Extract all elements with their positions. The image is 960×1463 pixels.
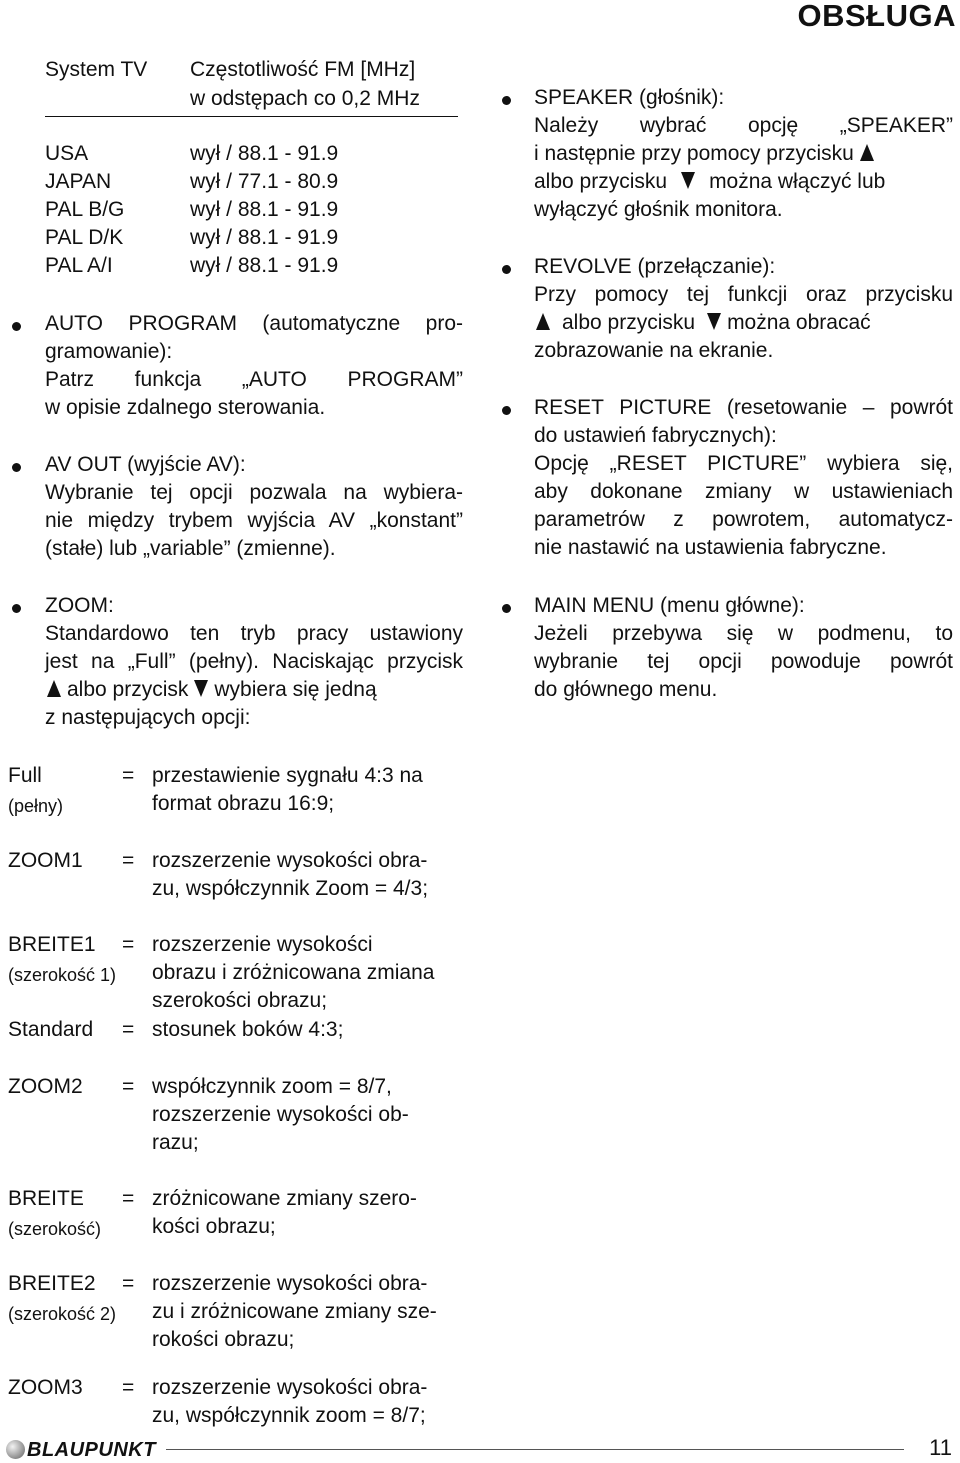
auto-program-text: gramowanie):: [45, 340, 173, 363]
triangle-down-icon: [681, 172, 695, 189]
zoom-option-text: szerokości obrazu;: [152, 989, 328, 1012]
bullet-icon: [12, 322, 21, 331]
zoom-option-text: zu, współczynnik Zoom = 4/3;: [152, 877, 429, 900]
zoom-option: [0, 1374, 480, 1434]
zoom-option: [0, 847, 480, 907]
zoom-option-text: przestawienie sygnału 4:3 na: [152, 764, 423, 787]
reset-picture-text: Opcję „RESET PICTURE” wybiera się,: [534, 452, 953, 475]
reset-picture-text: do ustawień fabrycznych):: [534, 424, 777, 447]
bullet-icon: [502, 96, 511, 105]
zoom-option-eq: =: [122, 1187, 135, 1210]
av-out-text: Wybranie tej opcji pozwala na wybiera-: [45, 481, 463, 504]
triangle-up-icon: [536, 313, 550, 330]
bullet-icon: [12, 463, 21, 472]
auto-program-title: AUTO PROGRAM (automatyczne pro-: [45, 312, 463, 335]
zoom-option-text: zu i zróżnicowane zmiany sze-: [152, 1300, 437, 1323]
zoom-text: jest na „Full” (pełny). Naciskając przycisk: [45, 650, 463, 673]
revolve-text: można obracać: [727, 311, 871, 334]
reset-picture-item: [534, 394, 953, 562]
main-menu-text: do głównego menu.: [534, 678, 718, 701]
tv-row-freq: wył / 88.1 - 91.9: [190, 254, 339, 277]
tv-table-header-freq-sub: w odstępach co 0,2 MHz: [190, 87, 420, 110]
zoom-option-eq: =: [122, 1376, 135, 1399]
tv-row-system: JAPAN: [45, 170, 112, 193]
tv-row-freq: wył / 88.1 - 91.9: [190, 226, 339, 249]
zoom-text: albo przycisk: [67, 678, 189, 701]
zoom-option-text: obrazu i zróżnicowana zmiana: [152, 961, 435, 984]
av-out-item: [45, 451, 463, 563]
zoom-option-label: BREITE2: [8, 1272, 96, 1295]
speaker-text: Należy wybrać opcję „SPEAKER”: [534, 114, 953, 137]
zoom-option-eq: =: [122, 1272, 135, 1295]
auto-program-text: w opisie zdalnego sterowania.: [45, 396, 326, 419]
page-number: 11: [929, 1435, 952, 1460]
tv-row-system: PAL A/I: [45, 254, 113, 277]
zoom-option-eq: =: [122, 1075, 135, 1098]
bullet-icon: [502, 406, 511, 415]
zoom-option-label: ZOOM2: [8, 1075, 83, 1098]
bullet-icon: [502, 265, 511, 274]
zoom-option-label: BREITE1: [8, 933, 96, 956]
triangle-up-icon: [860, 144, 874, 161]
speaker-text-buttons: [534, 140, 953, 168]
zoom-option-text: razu;: [152, 1131, 199, 1154]
revolve-text: albo przycisku: [562, 311, 696, 334]
triangle-up-icon: [47, 680, 61, 697]
revolve-item: [534, 253, 953, 365]
auto-program-text: Patrz funkcja „AUTO PROGRAM”: [45, 368, 463, 391]
reset-picture-text: parametrów z powrotem, automatycz-: [534, 508, 953, 531]
zoom-option-text: rozszerzenie wysokości obra-: [152, 1272, 428, 1295]
tv-row-freq: wył / 88.1 - 91.9: [190, 198, 339, 221]
revolve-text-buttons: [534, 309, 953, 337]
zoom-option-sub: (szerokość): [8, 1219, 102, 1239]
zoom-option-eq: =: [122, 933, 135, 956]
zoom-option-label: ZOOM1: [8, 849, 83, 872]
main-menu-text: Jeżeli przebywa się w podmenu, to: [534, 622, 953, 645]
zoom-option-label: Full: [8, 764, 42, 787]
zoom-option-text: rozszerzenie wysokości obra-: [152, 849, 428, 872]
zoom-option-label: ZOOM3: [8, 1376, 83, 1399]
brand-logo-icon: [6, 1440, 25, 1459]
speaker-text: można włączyć lub: [709, 170, 886, 193]
zoom-option-eq: =: [122, 849, 135, 872]
triangle-down-icon: [707, 313, 721, 330]
zoom-option: [0, 762, 480, 822]
tv-row-freq: wył / 77.1 - 80.9: [190, 170, 339, 193]
tv-table-header-freq: Częstotliwość FM [MHz]: [190, 58, 416, 81]
brand-name: BLAUPUNKT: [27, 1439, 156, 1461]
revolve-text: zobrazowanie na ekranie.: [534, 339, 774, 362]
zoom-text: z następujących opcji:: [45, 706, 251, 729]
zoom-option: [0, 1073, 480, 1159]
zoom-option: [0, 1185, 480, 1245]
zoom-option-sub: (szerokość 2): [8, 1304, 117, 1324]
footer-rule: [166, 1449, 904, 1450]
zoom-option-text: rozszerzenie wysokości ob-: [152, 1103, 409, 1126]
zoom-option-text: zróżnicowane zmiany szero-: [152, 1187, 417, 1210]
reset-picture-text: aby dokonane zmiany w ustawieniach: [534, 480, 953, 503]
revolve-text: Przy pomocy tej funkcji oraz przycisku: [534, 283, 953, 306]
zoom-option-text: rokości obrazu;: [152, 1328, 295, 1351]
zoom-option-text: stosunek boków 4:3;: [152, 1018, 344, 1041]
zoom-option-sub: (pełny): [8, 796, 64, 816]
speaker-item: [534, 84, 953, 224]
speaker-text: albo przycisku: [534, 170, 668, 193]
tv-row-system: PAL D/K: [45, 226, 124, 249]
tv-table-header-system: System TV: [45, 58, 148, 81]
triangle-down-icon: [194, 680, 208, 697]
auto-program-item: [45, 310, 463, 422]
main-menu-item: [534, 592, 953, 704]
speaker-text-buttons: [534, 168, 953, 196]
zoom-text: Standardowo ten tryb pracy ustawiony: [45, 622, 463, 645]
tv-row-system: USA: [45, 142, 89, 165]
zoom-option-text: rozszerzenie wysokości: [152, 933, 373, 956]
av-out-title: AV OUT (wyjście AV):: [45, 453, 246, 476]
zoom-option-eq: =: [122, 764, 135, 787]
bullet-icon: [502, 604, 511, 613]
tv-row-system: PAL B/G: [45, 198, 125, 221]
zoom-option-eq: =: [122, 1018, 135, 1041]
main-menu-title: MAIN MENU (menu główne):: [534, 594, 805, 617]
reset-picture-title: RESET PICTURE (resetowanie – powrót: [534, 396, 953, 419]
zoom-option-text: format obrazu 16:9;: [152, 792, 335, 815]
av-out-text: nie między trybem wyjścia AV „konstant”: [45, 509, 463, 532]
zoom-option-label: BREITE: [8, 1187, 84, 1210]
speaker-title: SPEAKER (głośnik):: [534, 86, 725, 109]
bullet-icon: [12, 604, 21, 613]
speaker-text: wyłączyć głośnik monitora.: [534, 198, 783, 221]
speaker-text: i następnie przy pomocy przycisku: [534, 142, 854, 165]
zoom-option-text: kości obrazu;: [152, 1215, 276, 1238]
zoom-text-buttons: [45, 676, 463, 704]
zoom-option: [0, 1270, 480, 1356]
av-out-text: (stałe) lub „variable” (zmienne).: [45, 537, 336, 560]
zoom-option: [0, 1016, 480, 1046]
zoom-option: [0, 931, 480, 1017]
zoom-option-text: współczynnik zoom = 8/7,: [152, 1075, 392, 1098]
reset-picture-text: nie nastawić na ustawienia fabryczne.: [534, 536, 887, 559]
zoom-option-label: Standard: [8, 1018, 94, 1041]
zoom-option-sub: (szerokość 1): [8, 965, 117, 985]
zoom-item: [45, 592, 463, 732]
section-title: OBSŁUGA: [797, 0, 956, 33]
zoom-title: ZOOM:: [45, 594, 114, 617]
revolve-title: REVOLVE (przełączanie):: [534, 255, 776, 278]
tv-table-rule: [45, 116, 458, 117]
main-menu-text: wybranie tej opcji powoduje powrót: [534, 650, 953, 673]
tv-row-freq: wył / 88.1 - 91.9: [190, 142, 339, 165]
zoom-option-text: zu, współczynnik zoom = 8/7;: [152, 1404, 426, 1427]
zoom-text: wybiera się jedną: [214, 678, 377, 701]
zoom-option-text: rozszerzenie wysokości obra-: [152, 1376, 428, 1399]
